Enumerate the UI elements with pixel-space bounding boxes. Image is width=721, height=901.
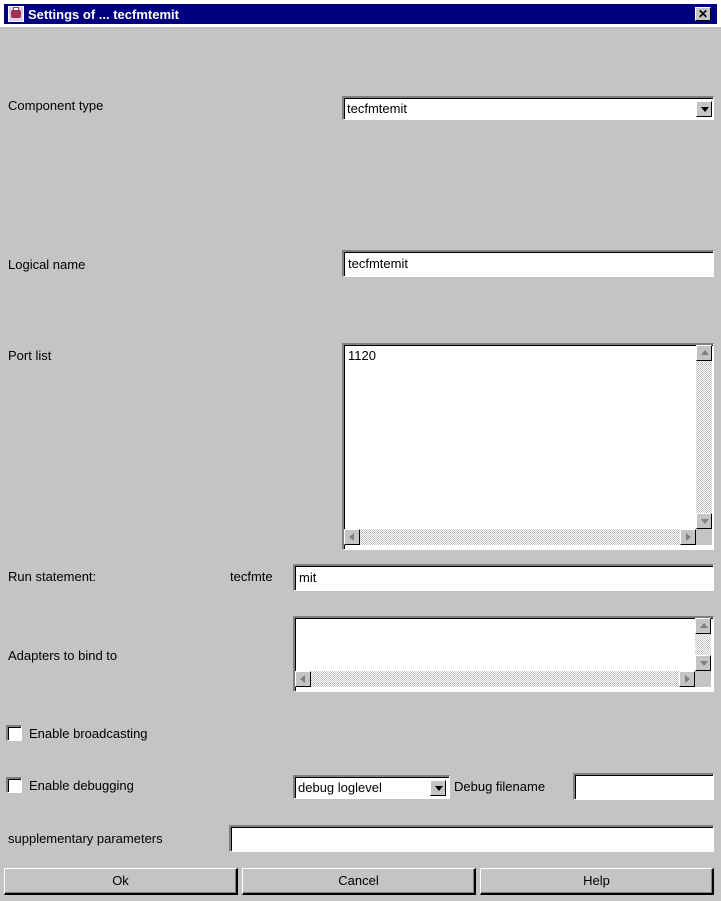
scroll-right-icon[interactable] <box>679 671 695 687</box>
debug-filename-input[interactable] <box>573 773 714 800</box>
port-list-textarea[interactable] <box>342 343 714 550</box>
logical-name-input[interactable] <box>342 250 714 277</box>
run-statement-value: mit <box>299 570 317 585</box>
scroll-left-icon[interactable] <box>295 671 311 687</box>
supplementary-parameters-label: supplementary parameters <box>8 831 163 846</box>
scroll-right-icon[interactable] <box>680 529 696 545</box>
port-list-vscroll-track[interactable] <box>696 361 712 529</box>
run-statement-input[interactable] <box>293 564 714 591</box>
adapters-label: Adapters to bind to <box>8 648 118 663</box>
enable-debugging-checkbox[interactable] <box>6 777 22 793</box>
enable-broadcasting-checkbox[interactable] <box>6 725 22 741</box>
logical-name-label: Logical name <box>8 257 86 272</box>
port-list-value: 1120 <box>348 348 376 363</box>
debug-loglevel-dropdown[interactable] <box>293 775 450 799</box>
chevron-down-icon[interactable] <box>430 780 446 796</box>
debug-loglevel-value: debug loglevel <box>298 780 382 795</box>
run-statement-label: Run statement: <box>8 569 97 584</box>
port-list-hscroll-track[interactable] <box>360 529 680 545</box>
component-type-label: Component type <box>8 98 104 113</box>
close-button[interactable]: ✕ <box>695 7 711 21</box>
debug-filename-label: Debug filename <box>454 779 546 794</box>
title-bar <box>0 0 721 27</box>
supplementary-parameters-input[interactable] <box>229 825 714 852</box>
logical-name-value: tecfmtemit <box>348 256 408 271</box>
adapters-textarea[interactable] <box>293 616 714 692</box>
enable-broadcasting-label[interactable]: Enable broadcasting <box>29 726 148 741</box>
cancel-button[interactable]: Cancel <box>242 868 476 895</box>
app-icon <box>8 6 24 22</box>
scroll-corner <box>696 529 712 545</box>
scroll-down-icon[interactable] <box>695 655 711 671</box>
port-list-label: Port list <box>8 348 52 363</box>
scroll-left-icon[interactable] <box>344 529 360 545</box>
ok-button[interactable]: Ok <box>4 868 238 895</box>
adapters-hscroll-track[interactable] <box>311 671 679 687</box>
scroll-down-icon[interactable] <box>696 513 712 529</box>
run-statement-prefix: tecfmte <box>230 569 273 584</box>
scroll-up-icon[interactable] <box>696 345 712 361</box>
component-type-dropdown[interactable] <box>342 96 714 120</box>
chevron-down-icon[interactable] <box>696 101 712 117</box>
enable-debugging-label[interactable]: Enable debugging <box>29 778 134 793</box>
help-button[interactable]: Help <box>480 868 714 895</box>
scroll-corner <box>695 671 711 687</box>
scroll-up-icon[interactable] <box>695 618 711 634</box>
window-title: Settings of ... tecfmtemit <box>28 7 179 22</box>
component-type-value: tecfmtemit <box>347 101 407 116</box>
